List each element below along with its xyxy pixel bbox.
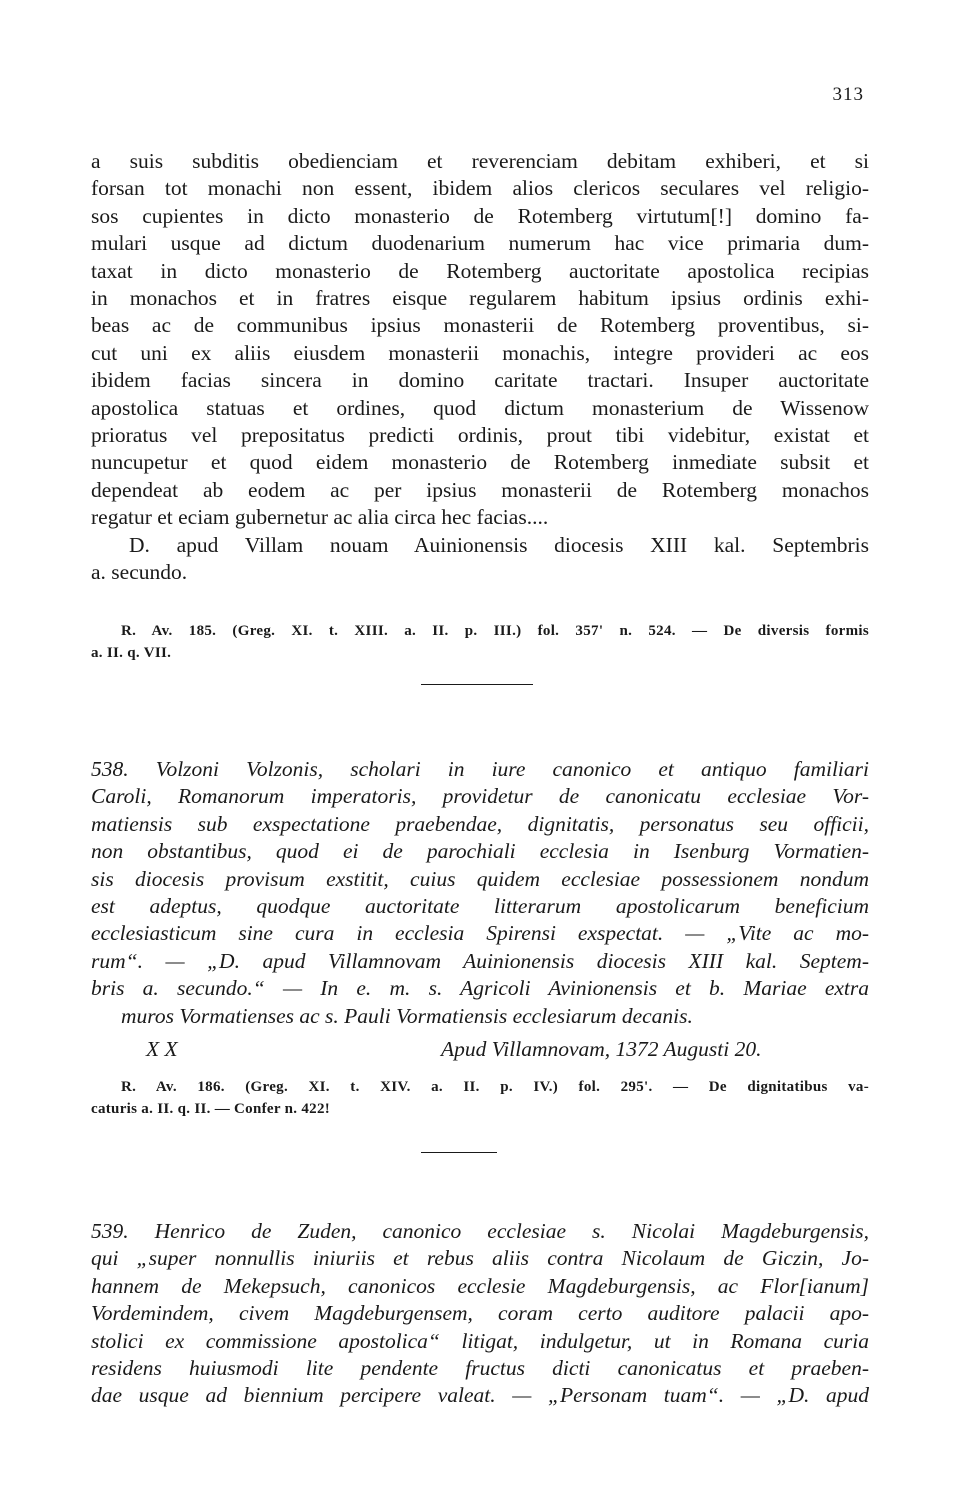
text-line: forsan tot monachi non essent, ibidem alios clericos seculares vel religio- (91, 176, 869, 201)
text-line: prioratus vel prepositatus predicti ordinis, prout tibi videbitur, existat et (91, 423, 869, 448)
entry-line: dae usque ad biennium percipere valeat. — „Personam tuam“. — „D. apud (91, 1383, 869, 1408)
reference-line: R. Av. 185. (Greg. XI. t. XIII. a. II. p. III.) fol. 357' n. 524. — De diversis formis (121, 623, 869, 639)
entry-date-line (91, 1036, 869, 1063)
text-line: dependeat ab eodem ac per ipsius monasterii de Rotemberg monachos (91, 477, 869, 502)
entry-538 (91, 756, 869, 1063)
section-divider (421, 684, 533, 685)
text-line: a suis subditis obedienciam et reverenciam debitam exhiberi, et si (91, 149, 869, 173)
entry-line: bris a. secundo.“ — In e. m. s. Agricoli Avinionensis et b. Mariae extra (91, 976, 869, 1001)
entry-line: stolici ex commissione apostolica“ litigat, indulgetur, ut in Romana curia (91, 1328, 869, 1353)
entry-line: 539. Henrico de Zuden, canonico ecclesiae s. Nicolai Magdeburgensis, (91, 1219, 869, 1243)
text-line: cut uni ex aliis eiusdem monasterii monachis, integre provideri ac eos (91, 340, 869, 365)
reference-line: caturis a. II. q. II. — Confer n. 422! (91, 1101, 331, 1117)
entry-line: non obstantibus, quod ei de parochiali ecclesia in Isenburg Vormatien- (91, 839, 869, 864)
text-line: taxat in dicto monasterio de Rotemberg auctoritate apostolica recipias (91, 258, 869, 283)
text-line: nuncupetur et quod eidem monasterio de Rotemberg inmediate subsit et (91, 450, 869, 475)
entry-line: residens huiusmodi lite pendente fructus dicti canonicatus et praeben- (91, 1356, 869, 1381)
entry-line: 538. Volzoni Volzonis, scholari in iure canonico et antiquo familiari (91, 757, 869, 781)
text-line: sos cupientes in dicto monasterio de Rotemberg virtutum[!] domino fa- (91, 203, 869, 228)
entry-date: Apud Villamnovam, 1372 Augusti 20. (441, 1037, 762, 1062)
entry-539 (91, 1218, 869, 1410)
entry-line: ecclesiasticum sine cura in ecclesia Spirensi exspectat. — „Vite ac mo- (91, 921, 869, 946)
text-line: mulari usque ad dictum duodenarium numerum hac vice primaria dum- (91, 231, 869, 256)
entry-line: Vordemindem, civem Magdeburgensem, coram certo auditore palacii apo- (91, 1301, 869, 1326)
text-line: in monachos et in fratres eisque regularem habitum ipsius ordinis exhi- (91, 286, 869, 311)
archive-reference (91, 1076, 869, 1120)
entry-line: muros Vormatienses ac s. Pauli Vormatiensis ecclesiarum decanis. (121, 1003, 693, 1028)
section-divider (421, 1152, 497, 1153)
text-line: apostolica statuas et ordines, quod dictum monasterium de Wissenow (91, 395, 869, 420)
entry-line: qui „super nonnullis iniuriis et rebus aliis contra Nicolaum de Giczin, Jo- (91, 1246, 869, 1271)
continuation-text (91, 148, 869, 587)
reference-line: a. II. q. VII. (91, 645, 172, 661)
entry-line: rum“. — „D. apud Villamnovam Auinionensis diocesis XIII kal. Septem- (91, 948, 869, 973)
entry-line: Caroli, Romanorum imperatoris, providetur de canonicatu ecclesiae Vor- (91, 784, 869, 809)
text-line: regatur et eciam gubernetur ac alia circa hec facias.... (91, 505, 549, 530)
entry-line: est adeptus, quodque auctoritate litterarum apostolicarum beneficium (91, 894, 869, 919)
text-line: beas ac de communibus ipsius monasterii de Rotemberg proventibus, si- (91, 313, 869, 338)
marginal-marks: X X (146, 1037, 178, 1062)
dated-line: D. apud Villam nouam Auinionensis diocesis XIII kal. Septembris (129, 532, 869, 557)
entry-line: matiensis sub exspectatione praebendae, dignitatis, personatus seu officii, (91, 811, 869, 836)
reference-line: R. Av. 186. (Greg. XI. t. XIV. a. II. p. IV.) fol. 295'. — De dignitatibus va- (121, 1079, 869, 1095)
archive-reference (91, 620, 869, 664)
entry-line: sis diocesis provisum exstitit, cuius quidem ecclesiae possessionem nondum (91, 866, 869, 891)
page-number: 313 (832, 84, 864, 105)
entry-line: hannem de Mekepsuch, canonicos ecclesie Magdeburgensis, ac Flor[ianum] (91, 1273, 869, 1298)
dated-line: a. secundo. (91, 560, 188, 585)
text-line: ibidem facias sincera in domino caritate tractari. Insuper auctoritate (91, 368, 869, 393)
